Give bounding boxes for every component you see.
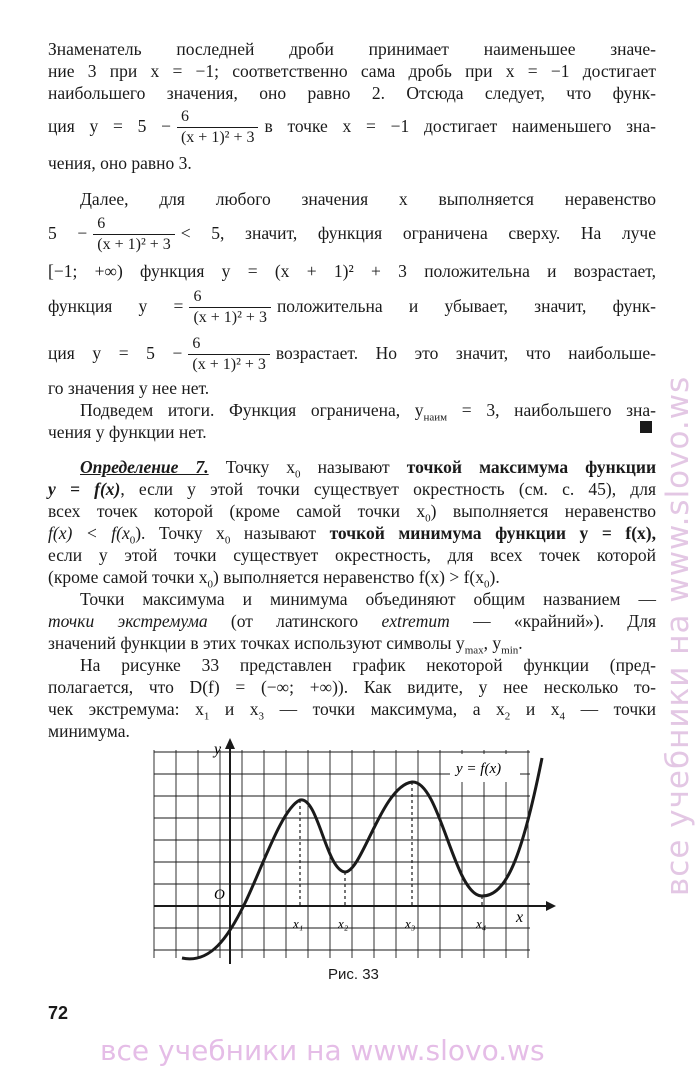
side-watermark: все учебники на www.slovo.ws bbox=[660, 375, 696, 896]
origin-label: O bbox=[214, 887, 225, 903]
fraction: $\frac{6}{\text{(x + 1)² + 3}}$ bbox=[188, 335, 270, 374]
definition-line: y = f(x), если у этой точки существует окрестность (см. с. 45), для bbox=[48, 479, 656, 499]
x2-label: x₂ bbox=[338, 916, 349, 931]
x-axis-label: x bbox=[516, 909, 524, 926]
function-graph-figure bbox=[150, 738, 560, 966]
page-number: 72 bbox=[48, 1003, 69, 1023]
function-curve bbox=[182, 758, 542, 959]
bottom-watermark: все учебники на www.slovo.ws bbox=[100, 1034, 545, 1067]
fraction: $\frac{6}{\text{(x + 1)² + 3}}$ bbox=[177, 108, 259, 147]
y-axis-arrow bbox=[225, 738, 235, 749]
definition-line: Определение 7. Точку $x_0$ называют точкой максимума функции bbox=[80, 457, 657, 481]
text-line: Знаменатель последней дроби принимает наименьшее значе- bbox=[48, 39, 656, 59]
text-line: На рисунке 33 представлен график некоторой функции (пред- bbox=[80, 655, 656, 675]
function-label: y = f(x) bbox=[456, 761, 502, 777]
text-line-with-fraction: ция y = 5 − $\frac{6}{\text{(x + 1)² + 3}}$ в точке x = −1 достигает наименьшего зна- bbox=[48, 108, 656, 147]
text-line: значений функции в этих точках используют символы $y_{max}$, $y_{min}$. bbox=[48, 633, 523, 657]
fraction: $\frac{6}{\text{(x + 1)² + 3}}$ bbox=[189, 288, 271, 327]
text-line: ние 3 при x = −1; соответственно сама дробь при x = −1 достигает bbox=[48, 61, 656, 81]
definition-label: Определение 7. bbox=[80, 457, 209, 477]
text-line: го значения у нее нет. bbox=[48, 378, 210, 398]
definition-line: если у этой точки существует окрестность, для всех точек которой bbox=[48, 545, 656, 565]
text-line: [−1; +∞) функция y = (x + 1)² + 3 положительна и возрастает, bbox=[48, 261, 656, 281]
text-line: Подведем итоги. Функция ограничена, $y_{наим} = 3$, наибольшего зна- bbox=[80, 400, 656, 424]
x-axis-arrow bbox=[546, 901, 556, 911]
text-line: наибольшего значения, оно равно 2. Отсюда следует, что функ- bbox=[48, 83, 656, 103]
text-line: чек экстремума: $x_1$ и $x_3$ — точки максимума, а $x_2$ и $x_4$ — точки bbox=[48, 699, 656, 723]
text-line-with-fraction: функция y = $\frac{6}{\text{(x + 1)² + 3}}$ положительна и убывает, значит, функ- bbox=[48, 288, 656, 327]
figure-caption: Рис. 33 bbox=[328, 966, 379, 983]
text-line-with-fraction: 5 − $\frac{6}{\text{(x + 1)² + 3}}$ < 5, значит, функция ограничена сверху. На луче bbox=[48, 215, 656, 254]
definition-line: $f(x) < f(x_0)$. Точку $x_0$ называют точкой минимума функции y = f(x), bbox=[48, 523, 656, 547]
text-line: чения, оно равно 3. bbox=[48, 153, 192, 173]
x3-label: x₃ bbox=[405, 916, 416, 931]
definition-line: всех точек которой (кроме самой точки $x_0$) выполняется неравенство bbox=[48, 501, 656, 525]
x1-label: x₁ bbox=[293, 916, 304, 931]
x4-label: x₄ bbox=[476, 916, 487, 931]
fraction: $\frac{6}{\text{(x + 1)² + 3}}$ bbox=[93, 215, 175, 254]
text-line-with-fraction: ция y = 5 − $\frac{6}{\text{(x + 1)² + 3}}$ возрастает. Но это значит, что наибольше- bbox=[48, 335, 656, 374]
y-axis-label: y bbox=[214, 741, 222, 758]
text-line: точки экстремума (от латинского extremum — «крайний»). Для bbox=[48, 611, 656, 631]
text-line: минимума. bbox=[48, 721, 130, 741]
definition-line: (кроме самой точки $x_0$) выполняется неравенство $f(x) > f(x_0)$. bbox=[48, 567, 500, 591]
text-line: Точки максимума и минимума объединяют общим названием — bbox=[80, 589, 656, 609]
text-line: Далее, для любого значения x выполняется неравенство bbox=[80, 189, 656, 209]
text-line: полагается, что D(f) = (−∞; +∞)). Как видите, у нее несколько то- bbox=[48, 677, 656, 697]
text-line: чения у функции нет. bbox=[48, 422, 207, 442]
end-of-proof-mark bbox=[640, 421, 652, 433]
